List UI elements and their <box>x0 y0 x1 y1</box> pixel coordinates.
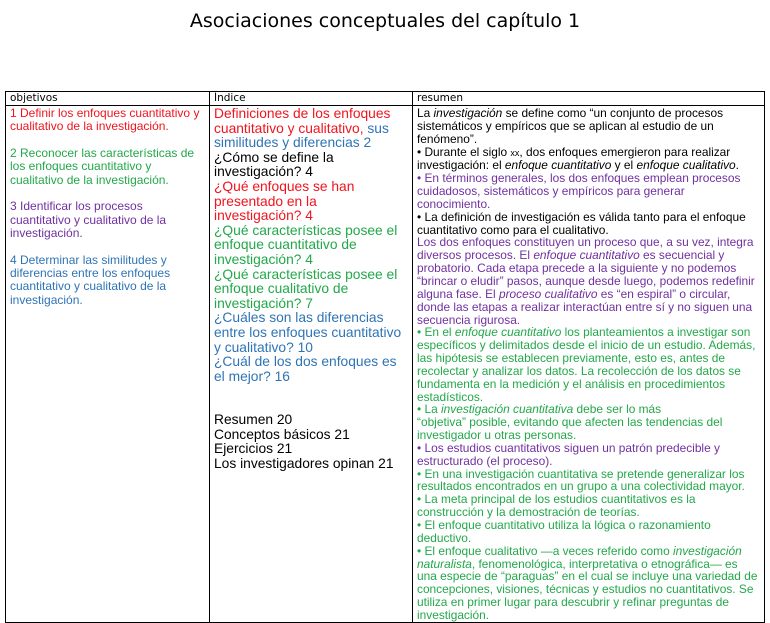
resumen-cell <box>413 106 765 623</box>
index-item: ¿Qué características posee el enfoque cuantitativo de investigación? 4 <box>214 222 398 267</box>
summary-paragraph: • En una investigación cuantitativa se pretende generalizar los resultados encontrados en un grupo a una colectividad mayor. <box>417 466 745 494</box>
index-extra: Los investigadores opinan 21 <box>214 456 394 472</box>
summary-paragraph: • El enfoque cuantitativo utiliza la lógica o razonamiento deductivo. <box>417 518 711 545</box>
objetivos-cell <box>6 106 210 623</box>
index-item: ¿Qué características posee el enfoque cualitativo de investigación? 7 <box>214 266 398 311</box>
index-text-blue: sus similitudes y diferencias 2 <box>214 120 389 151</box>
summary-paragraph: • En términos generales, los dos enfoques emplean procesos cuidadosos, sistemáticos y empíricos para generar conocimiento. <box>417 171 741 211</box>
index-item: ¿Cuáles son las diferencias entre los enfoques cuantitativo y cualitativo? 10 <box>214 310 402 355</box>
summary-paragraph: • En el enfoque cuantitativo los planteamientos a investigar son específicos y delimitados desde el inicio de un estudio. Además, las hipótesis se establecen previamente, esto es, antes de recolectar y analizar los datos. La recolección de los datos se fundamenta en la medición y el análisis en procedimientos estadísticos. <box>417 325 756 404</box>
summary-paragraph: • La meta principal de los estudios cuantitativos es la construcción y la demostración de teorías. <box>417 492 696 520</box>
summary-paragraph: Los dos enfoques constituyen un proceso que, a su vez, integra diversos procesos. El enfoque cuantitativo es secuencial y probatorio. Cada etapa precede a la siguiente y no podemos “brincar o eludir” pasos, aunque desde luego, podemos redefinir alguna fase. El proceso cualitativo es “en espiral” o circular, donde las etapas a realizar interactúan entre sí y no siguen una secuencia rigurosa. <box>417 235 755 327</box>
summary-paragraph: • El enfoque cualitativo —a veces referido como investigación naturalista, fenomenológica, interpretativa o etnográfica— es una especie de “paraguas” en el cual se incluye una variedad de concepciones, visiones, técnicas y estudios no cuantitativos. Se utiliza en primer lugar para descubrir y refinar preguntas de investigación. <box>417 543 758 622</box>
header-resumen: resumen <box>413 92 765 106</box>
summary-paragraph: • Los estudios cuantitativos siguen un patrón predecible y estructurado (el proceso). <box>417 440 720 468</box>
header-indice: Índice <box>210 92 413 106</box>
summary-paragraph: • Durante el siglo xx, dos enfoques emergieron para realizar investigación: el enfoque cuantitativo y el enfoque cualitativo. <box>417 144 739 173</box>
summary-paragraph: La investigación se define como “un conjunto de procesos sistemáticos y empíricos que se aplican al estudio de un fenómeno”. <box>417 106 724 146</box>
objective-4: 4 Determinar las similitudes y diferencias entre los enfoques cuantitativo y cualitativo de la investigación. <box>10 252 171 307</box>
header-objetivos: objetivos <box>6 92 210 106</box>
content-row <box>6 106 765 623</box>
objective-3: 3 Identificar los procesos cuantitativo y cualitativo de la investigación. <box>10 199 167 241</box>
index-extra: Resumen 20 <box>214 412 293 428</box>
page-title: Asociaciones conceptuales del capítulo 1 <box>189 10 581 32</box>
index-text-red: Definiciones de los enfoques cuantitativo y cualitativo, <box>214 106 391 136</box>
summary-paragraph: • La investigación cuantitativa debe ser lo más “objetiva” posible, evitando que afecten las tendencias del investigador u otras personas. <box>417 402 723 443</box>
indice-cell <box>210 106 413 623</box>
index-item: ¿Cuál de los dos enfoques es el mejor? 16 <box>214 354 397 384</box>
index-extra: Conceptos básicos 21 <box>214 426 350 442</box>
concept-table <box>5 91 765 623</box>
index-extra: Ejercicios 21 <box>214 441 293 457</box>
header-row <box>6 92 765 106</box>
index-item: ¿Qué enfoques se han presentado en la investigación? 4 <box>214 178 355 224</box>
objective-1: 1 Definir los enfoques cuantitativo y cualitativo de la investigación. <box>10 106 200 134</box>
index-item: ¿Cómo se define la investigación? 4 <box>214 149 334 180</box>
objective-2: 2 Reconocer las características de los enfoques cuantitativo y cualitativo de la investigación. <box>10 146 195 187</box>
index-item-definiciones <box>214 107 408 151</box>
summary-paragraph: • La definición de investigación es válida tanto para el enfoque cuantitativo como para el cualitativo. <box>417 209 746 237</box>
